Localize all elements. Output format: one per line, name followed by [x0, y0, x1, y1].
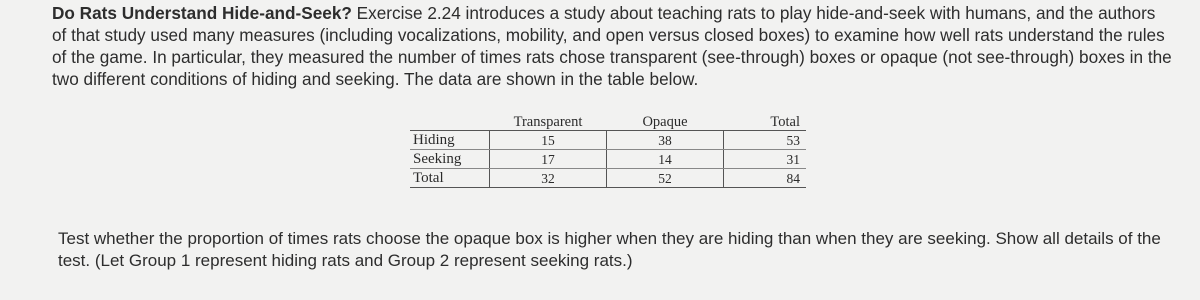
table-cell: 32	[490, 169, 607, 188]
table-row	[410, 169, 806, 188]
table-cell: 84	[724, 169, 807, 188]
table-cell: 38	[607, 131, 724, 150]
problem-title: Do Rats Understand Hide-and-Seek?	[52, 3, 352, 23]
table-cell: 52	[607, 169, 724, 188]
table-row	[410, 131, 806, 150]
data-table	[410, 114, 806, 188]
table-cell: 15	[490, 131, 607, 150]
column-header-transparent: Transparent	[513, 114, 583, 130]
table-cell: 53	[724, 131, 807, 150]
table-header-row	[410, 114, 806, 131]
table-row	[410, 150, 806, 169]
table-cell: 31	[724, 150, 807, 169]
column-header-opaque: Opaque	[642, 114, 688, 130]
column-header-total: Total	[770, 114, 800, 130]
table-corner	[410, 114, 490, 131]
data-table-container	[410, 114, 806, 188]
question-text: Test whether the proportion of times rats choose the opaque box is higher when they are hiding than when they are seeking. Show all details of the test. (Let Group 1 represent hiding rats and Group 2 represent seeking rats.)	[58, 229, 1161, 270]
problem-text: Exercise 2.24 introduces a study about teaching rats to play hide-and-seek with humans, and the authors of that study used many measures (including vocalizations, mobility, and open versus closed boxes) to examine how well rats understand the rules of the game. In particular, they measured the number of times rats chose transparent (see-through) boxes or opaque (not see-through) boxes in the two different conditions of hiding and seeking. The data are shown in the table below.	[52, 3, 1172, 89]
table-cell: 14	[607, 150, 724, 169]
row-label-hiding: Hiding	[410, 131, 490, 150]
table-cell: 17	[490, 150, 607, 169]
problem-statement	[52, 2, 1172, 90]
row-label-total: Total	[410, 169, 490, 188]
row-label-seeking: Seeking	[410, 150, 490, 169]
